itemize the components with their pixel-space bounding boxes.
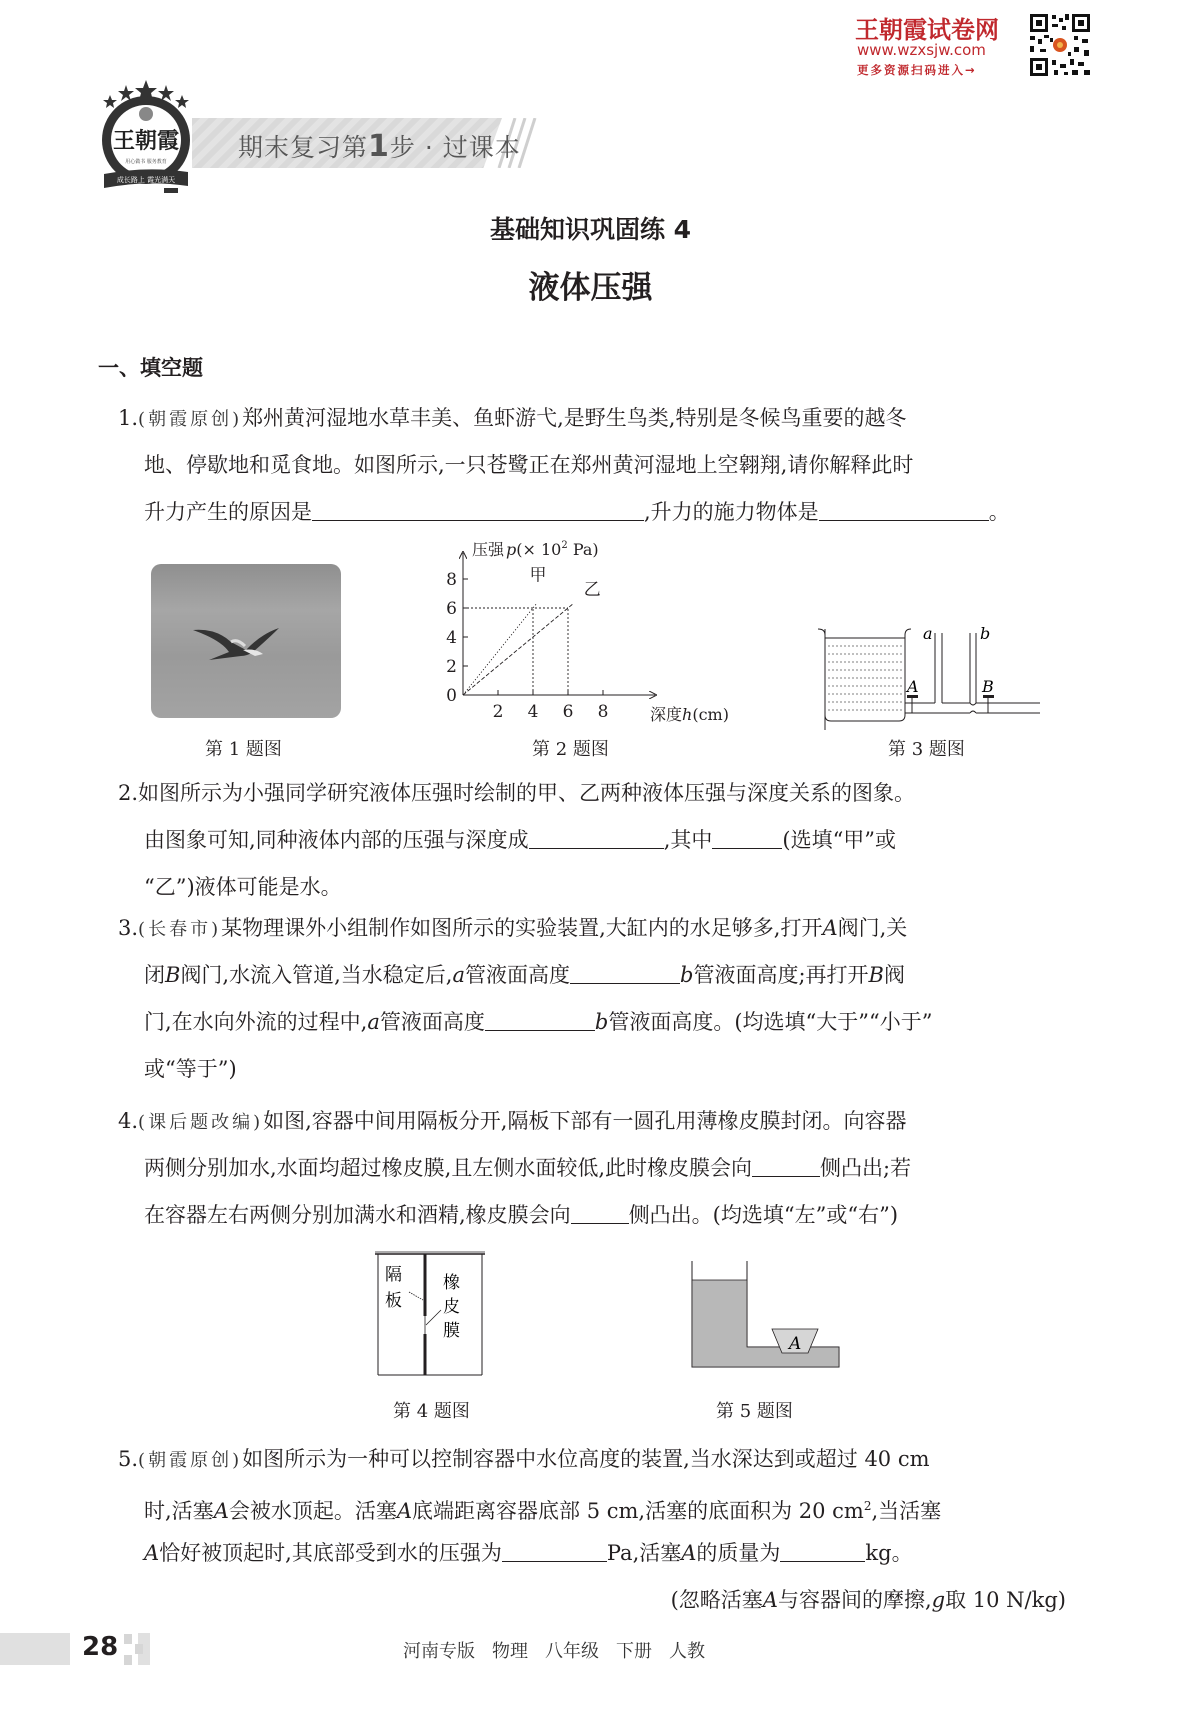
brand-name: 王朝霞试卷网 bbox=[855, 16, 999, 44]
series-line-jia bbox=[463, 604, 537, 695]
piston-label: A bbox=[762, 1588, 778, 1612]
gravity-symbol: g bbox=[931, 1588, 946, 1612]
water-tank-pipes-diagram bbox=[815, 615, 1050, 730]
banner-step: 1 bbox=[368, 129, 390, 164]
question-text: 升力产生的原因是 bbox=[144, 500, 312, 524]
answer-blank[interactable] bbox=[712, 827, 782, 849]
valve-label: B bbox=[868, 963, 884, 987]
banner-prefix: 期末复习第 bbox=[238, 133, 369, 162]
page-title: 液体压强 bbox=[528, 270, 653, 306]
brand-scan-prompt: 更多资源扫码进入→ bbox=[857, 63, 977, 77]
question-text: 管液面高度;再打开 bbox=[693, 963, 869, 987]
footer-edition-info bbox=[403, 1637, 722, 1663]
x-tick-label: 8 bbox=[597, 702, 609, 722]
question-1 bbox=[118, 395, 1078, 536]
x-axis-label: 深度h(cm) bbox=[650, 705, 729, 724]
question-text: “乙”)液体可能是水。 bbox=[144, 875, 342, 899]
question-text: 的质量为 bbox=[696, 1541, 781, 1565]
membrane-label: 橡 bbox=[443, 1273, 460, 1293]
piston-label: A bbox=[681, 1541, 697, 1565]
series-label: 甲 bbox=[529, 565, 547, 586]
question-text: 管液面高度 bbox=[465, 963, 570, 987]
question-text: 如图所示为一种可以控制容器中水位高度的装置,当水深达到或超过 40 cm bbox=[242, 1447, 930, 1471]
logo-motto: 用心做书 服务教育 bbox=[125, 159, 167, 165]
question-text: 郑州黄河湿地水草丰美、鱼虾游弋,是野生鸟类,特别是冬候鸟重要的越冬 bbox=[242, 406, 907, 430]
answer-blank[interactable] bbox=[819, 499, 989, 521]
page-number: 28 bbox=[82, 1632, 119, 1662]
question-text: 闭 bbox=[144, 963, 165, 987]
heron-photo bbox=[151, 564, 341, 718]
question-text: 由图象可知,同种液体内部的压强与深度成 bbox=[144, 828, 529, 852]
footer-item: 八年级 bbox=[545, 1641, 599, 1662]
answer-blank[interactable] bbox=[571, 1202, 629, 1224]
tube-label: a bbox=[452, 963, 465, 987]
footer-decoration bbox=[124, 1655, 132, 1665]
question-text: 阀门,水流入管道,当水稳定后, bbox=[180, 963, 453, 987]
question-text: 在容器左右两侧分别加满水和酒精,橡皮膜会向 bbox=[144, 1203, 571, 1227]
question-text: 阀门,关 bbox=[837, 916, 908, 940]
piston-label: A bbox=[213, 1499, 229, 1523]
x-tick-label: 2 bbox=[492, 702, 504, 722]
figure-1-caption: 第 1 题图 bbox=[205, 739, 282, 760]
question-text: ,当活塞 bbox=[871, 1499, 942, 1523]
piston-label: A bbox=[789, 1334, 802, 1354]
question-5 bbox=[118, 1436, 1078, 1624]
valve-label: B bbox=[165, 963, 181, 987]
superscript: 2 bbox=[863, 1499, 872, 1513]
series-label: 乙 bbox=[583, 579, 601, 600]
footer-decoration bbox=[124, 1634, 132, 1644]
question-number: 3. bbox=[118, 916, 139, 940]
question-text: 地、停歇地和觅食地。如图所示,一只苍鹭正在郑州黄河湿地上空翱翔,请你解释此时 bbox=[144, 453, 914, 477]
valve-b-label: B bbox=[982, 677, 994, 696]
question-text: kg。 bbox=[865, 1541, 913, 1565]
answer-blank[interactable] bbox=[502, 1540, 607, 1562]
note-text: 取 10 N/kg) bbox=[945, 1588, 1066, 1612]
question-number: 5. bbox=[118, 1447, 139, 1471]
question-text: 如图,容器中间用隔板分开,隔板下部有一圆孔用薄橡皮膜封闭。向容器 bbox=[263, 1109, 907, 1133]
water-level-control-diagram bbox=[690, 1255, 845, 1380]
partitioned-container-diagram bbox=[375, 1250, 500, 1380]
y-tick-label: 0 bbox=[446, 686, 457, 706]
note-text: 与容器间的摩擦, bbox=[777, 1588, 932, 1612]
question-text: 门,在水向外流的过程中, bbox=[144, 1010, 368, 1034]
tube-label: b bbox=[594, 1010, 609, 1034]
question-number: 2. bbox=[118, 781, 139, 805]
question-text: 阀 bbox=[883, 963, 905, 987]
partition-label: 板 bbox=[385, 1291, 402, 1311]
question-text: 侧凸出;若 bbox=[820, 1156, 912, 1180]
qr-code-icon[interactable] bbox=[1028, 12, 1092, 78]
question-text: 恰好被顶起时,其底部受到水的压强为 bbox=[159, 1541, 502, 1565]
heron-icon bbox=[151, 564, 341, 718]
answer-blank[interactable] bbox=[485, 1009, 595, 1031]
valve-a-label: A bbox=[907, 677, 919, 696]
brand-url[interactable]: www.wzxsjw.com bbox=[857, 41, 986, 59]
question-4 bbox=[118, 1098, 1078, 1239]
x-tick-label: 6 bbox=[562, 702, 574, 722]
answer-blank[interactable] bbox=[529, 827, 664, 849]
question-text: 底端距离容器底部 5 cm,活塞的底面积为 20 cm bbox=[412, 1499, 864, 1523]
y-axis-label: 压强 $p(\times 10^2$ Pa) bbox=[472, 540, 599, 559]
question-text: 时,活塞 bbox=[144, 1499, 214, 1523]
question-text: ,升力的施力物体是 bbox=[644, 500, 819, 524]
exercise-subtitle: 基础知识巩固练 4 bbox=[489, 215, 692, 244]
answer-blank[interactable] bbox=[780, 1540, 865, 1562]
question-number: 4. bbox=[118, 1109, 139, 1133]
membrane-label: 皮 bbox=[443, 1297, 460, 1317]
figure-3-caption: 第 3 题图 bbox=[888, 739, 965, 760]
figure-2-caption: 第 2 题图 bbox=[532, 739, 609, 760]
banner-suffix: 步 · 过课本 bbox=[389, 133, 521, 162]
question-text: (选填“甲”或 bbox=[782, 828, 897, 852]
question-text: 或“等于”) bbox=[144, 1057, 237, 1081]
question-text: 管液面高度。(均选填“大于”“小于” bbox=[608, 1010, 933, 1034]
tube-label: a bbox=[367, 1010, 380, 1034]
x-tick-label: 4 bbox=[527, 702, 539, 722]
question-text: Pa,活塞 bbox=[606, 1541, 682, 1565]
question-source: (长春市) bbox=[138, 919, 222, 940]
tube-b-label: b bbox=[980, 624, 991, 643]
footer-item: 人教 bbox=[669, 1641, 705, 1662]
piston-label: A bbox=[144, 1541, 160, 1565]
question-text: 侧凸出。(均选填“左”或“右”) bbox=[628, 1203, 899, 1227]
banner-title bbox=[238, 128, 521, 164]
logo-ribbon: 成长路上 霞光满天 bbox=[116, 176, 176, 184]
question-3 bbox=[118, 905, 1078, 1093]
pressure-depth-chart bbox=[440, 535, 760, 735]
answer-blank[interactable] bbox=[570, 962, 680, 984]
question-text: 两侧分别加水,水面均超过橡皮膜,且左侧水面较低,此时橡皮膜会向 bbox=[144, 1156, 753, 1180]
figure-5-caption: 第 5 题图 bbox=[716, 1401, 793, 1422]
question-source: (朝霞原创) bbox=[138, 1450, 243, 1471]
question-text: 管液面高度 bbox=[379, 1010, 485, 1034]
question-source: (朝霞原创) bbox=[138, 409, 243, 430]
question-text: 。 bbox=[988, 500, 1010, 524]
y-tick-label: 6 bbox=[446, 599, 457, 619]
y-tick-label: 8 bbox=[446, 570, 457, 590]
logo-emblem bbox=[96, 78, 196, 203]
question-2 bbox=[118, 770, 1078, 911]
series-line-yi bbox=[463, 604, 573, 695]
tube-a-label: a bbox=[923, 624, 933, 643]
question-text: 会被水顶起。活塞 bbox=[228, 1499, 397, 1523]
note-text: (忽略活塞 bbox=[670, 1588, 763, 1612]
piston-label: A bbox=[396, 1499, 413, 1523]
y-tick-label: 4 bbox=[446, 628, 457, 648]
section-heading: 一、填空题 bbox=[98, 356, 203, 380]
partition-label: 隔 bbox=[385, 1265, 402, 1285]
y-tick-label: 2 bbox=[446, 657, 457, 677]
tube-label: b bbox=[680, 963, 694, 987]
question-text: ,其中 bbox=[663, 828, 713, 852]
valve-label: A bbox=[822, 916, 838, 940]
answer-blank[interactable] bbox=[312, 499, 644, 521]
question-source: (课后题改编) bbox=[138, 1112, 264, 1133]
footer-item: 河南专版 bbox=[403, 1641, 475, 1662]
footer-item: 物理 bbox=[492, 1641, 528, 1662]
question-number: 1. bbox=[118, 406, 139, 430]
footer-decoration bbox=[135, 1644, 143, 1654]
footer-item: 下册 bbox=[616, 1641, 652, 1662]
logo-name: 王朝霞 bbox=[112, 128, 180, 154]
answer-blank[interactable] bbox=[752, 1155, 820, 1177]
figure-4-caption: 第 4 题图 bbox=[393, 1401, 470, 1422]
membrane-label: 膜 bbox=[443, 1321, 460, 1341]
question-text: 如图所示为小强同学研究液体压强时绘制的甲、乙两种液体压强与深度关系的图象。 bbox=[138, 781, 916, 805]
question-text: 某物理课外小组制作如图所示的实验装置,大缸内的水足够多,打开 bbox=[221, 916, 823, 940]
